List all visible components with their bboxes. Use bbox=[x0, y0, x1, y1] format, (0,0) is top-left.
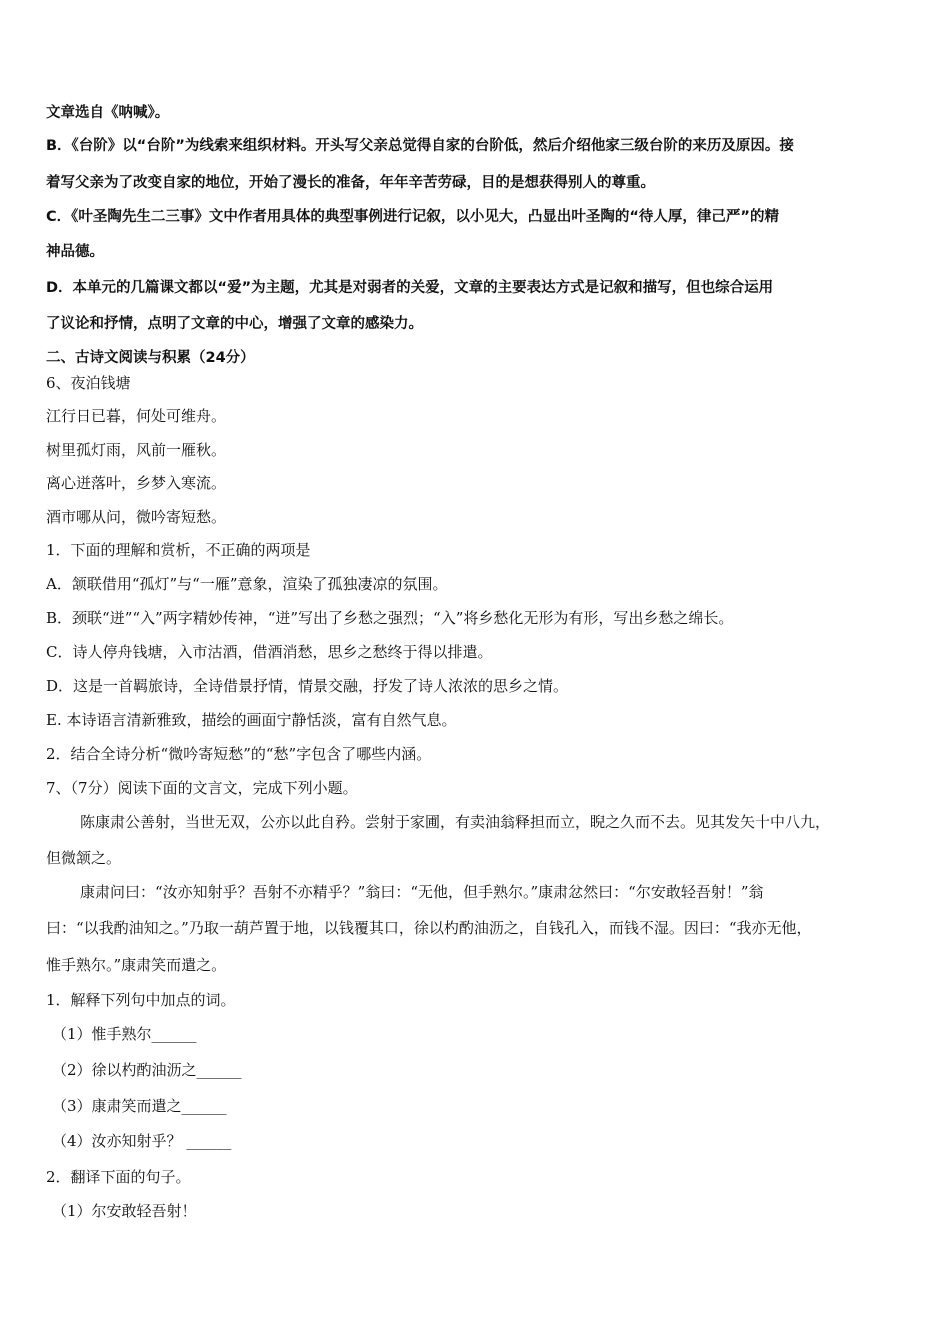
question-6-sub1: 1．下面的理解和赏析，不正确的两项是 bbox=[46, 541, 311, 559]
passage-line: 康肃问曰：“汝亦知射乎？吾射不亦精乎？”翁曰：“无他，但手熟尔。”康肃忿然曰：“尔安敢轻吾射！”翁 bbox=[80, 883, 764, 901]
poem-line: 树里孤灯雨，风前一雁秋。 bbox=[46, 441, 227, 459]
answer-blank[interactable]: ______ bbox=[181, 1097, 227, 1115]
word-prompt: （2）徐以杓酌油沥之 bbox=[52, 1061, 197, 1079]
answer-blank[interactable]: ______ bbox=[196, 1061, 242, 1079]
passage-line: 陈康肃公善射，当世无双，公亦以此自矜。尝射于家圃，有卖油翁释担而立，睨之久而不去。见其发矢十中八九， bbox=[80, 813, 831, 831]
option-e: E. 本诗语言清新雅致，描绘的画面宁静恬淡，富有自然气息。 bbox=[46, 711, 457, 729]
word-prompt: （3）康肃笑而遣之 bbox=[52, 1097, 182, 1115]
word-item bbox=[52, 1096, 916, 1116]
poem-line: 江行日已暮，何处可维舟。 bbox=[46, 407, 227, 425]
option-b: B．颈联“迸”“入”两字精妙传神，“迸”写出了乡愁之强烈；“入”将乡愁化无形为有形，写出乡愁之绵长。 bbox=[46, 609, 734, 627]
option-d-line: D．本单元的几篇课文都以“爱”为主题，尤其是对弱者的关爱，文章的主要表达方式是记叙和描写，但也综合运用 bbox=[46, 280, 774, 296]
option-c-continuation: 神品德。 bbox=[46, 244, 104, 260]
answer-blank[interactable]: ______ bbox=[186, 1132, 232, 1150]
question-6-sub2: 2．结合全诗分析“微吟寄短愁”的“愁”字包含了哪些内涵。 bbox=[46, 745, 432, 763]
poem-line: 酒市哪从问，微吟寄短愁。 bbox=[46, 508, 227, 526]
question-7-sub1: 1．解释下列句中加点的词。 bbox=[46, 991, 236, 1009]
passage-line: 但微颔之。 bbox=[46, 849, 122, 867]
option-d-continuation: 了议论和抒情，点明了文章的中心，增强了文章的感染力。 bbox=[46, 316, 423, 332]
answer-blank[interactable]: ______ bbox=[151, 1025, 197, 1043]
option-b-continuation: 着写父亲为了改变自家的地位，开始了漫长的准备，年年辛苦劳碌，目的是想获得别人的尊重。 bbox=[46, 175, 655, 191]
option-c-line: C．《叶圣陶先生二三事》文中作者用具体的典型事例进行记叙，以小见大，凸显出叶圣陶的“待人厚，律己严”的精 bbox=[46, 209, 779, 225]
option-d: D．这是一首羁旅诗，全诗借景抒情，情景交融，抒发了诗人浓浓的思乡之情。 bbox=[46, 677, 569, 695]
word-item bbox=[52, 1131, 916, 1151]
passage-line: 惟手熟尔。”康肃笑而遣之。 bbox=[46, 956, 227, 974]
section-heading: 二、古诗文阅读与积累（24分） bbox=[46, 350, 255, 366]
option-c: C．诗人停舟钱塘，入市沽酒，借酒消愁，思乡之愁终于得以排遣。 bbox=[46, 643, 493, 661]
word-prompt: （4）汝亦知射乎？ bbox=[52, 1132, 182, 1150]
question-7-title: 7、（7分）阅读下面的文言文，完成下列小题。 bbox=[46, 779, 358, 797]
text-line: 文章选自《呐喊》。 bbox=[46, 105, 170, 121]
translate-item: （1）尔安敢轻吾射！ bbox=[52, 1202, 197, 1220]
question-7-sub2: 2．翻译下面的句子。 bbox=[46, 1168, 191, 1186]
question-6-title: 6、夜泊钱塘 bbox=[46, 374, 131, 392]
poem-line: 离心迸落叶，乡梦入寒流。 bbox=[46, 474, 227, 492]
word-item bbox=[52, 1060, 916, 1080]
word-prompt: （1）惟手熟尔 bbox=[52, 1025, 152, 1043]
option-a: A．颔联借用“孤灯”与“一雁”意象，渲染了孤独凄凉的氛围。 bbox=[46, 575, 448, 593]
word-item bbox=[52, 1024, 916, 1044]
passage-line: 曰：“以我酌油知之。”乃取一葫芦置于地，以钱覆其口，徐以杓酌油沥之，自钱孔入，而钱不湿。因曰：“我亦无他， bbox=[46, 919, 812, 937]
option-b-line: B．《台阶》以“台阶”为线索来组织材料。开头写父亲总觉得自家的台阶低，然后介绍他家三级台阶的来历及原因。接 bbox=[46, 138, 794, 154]
